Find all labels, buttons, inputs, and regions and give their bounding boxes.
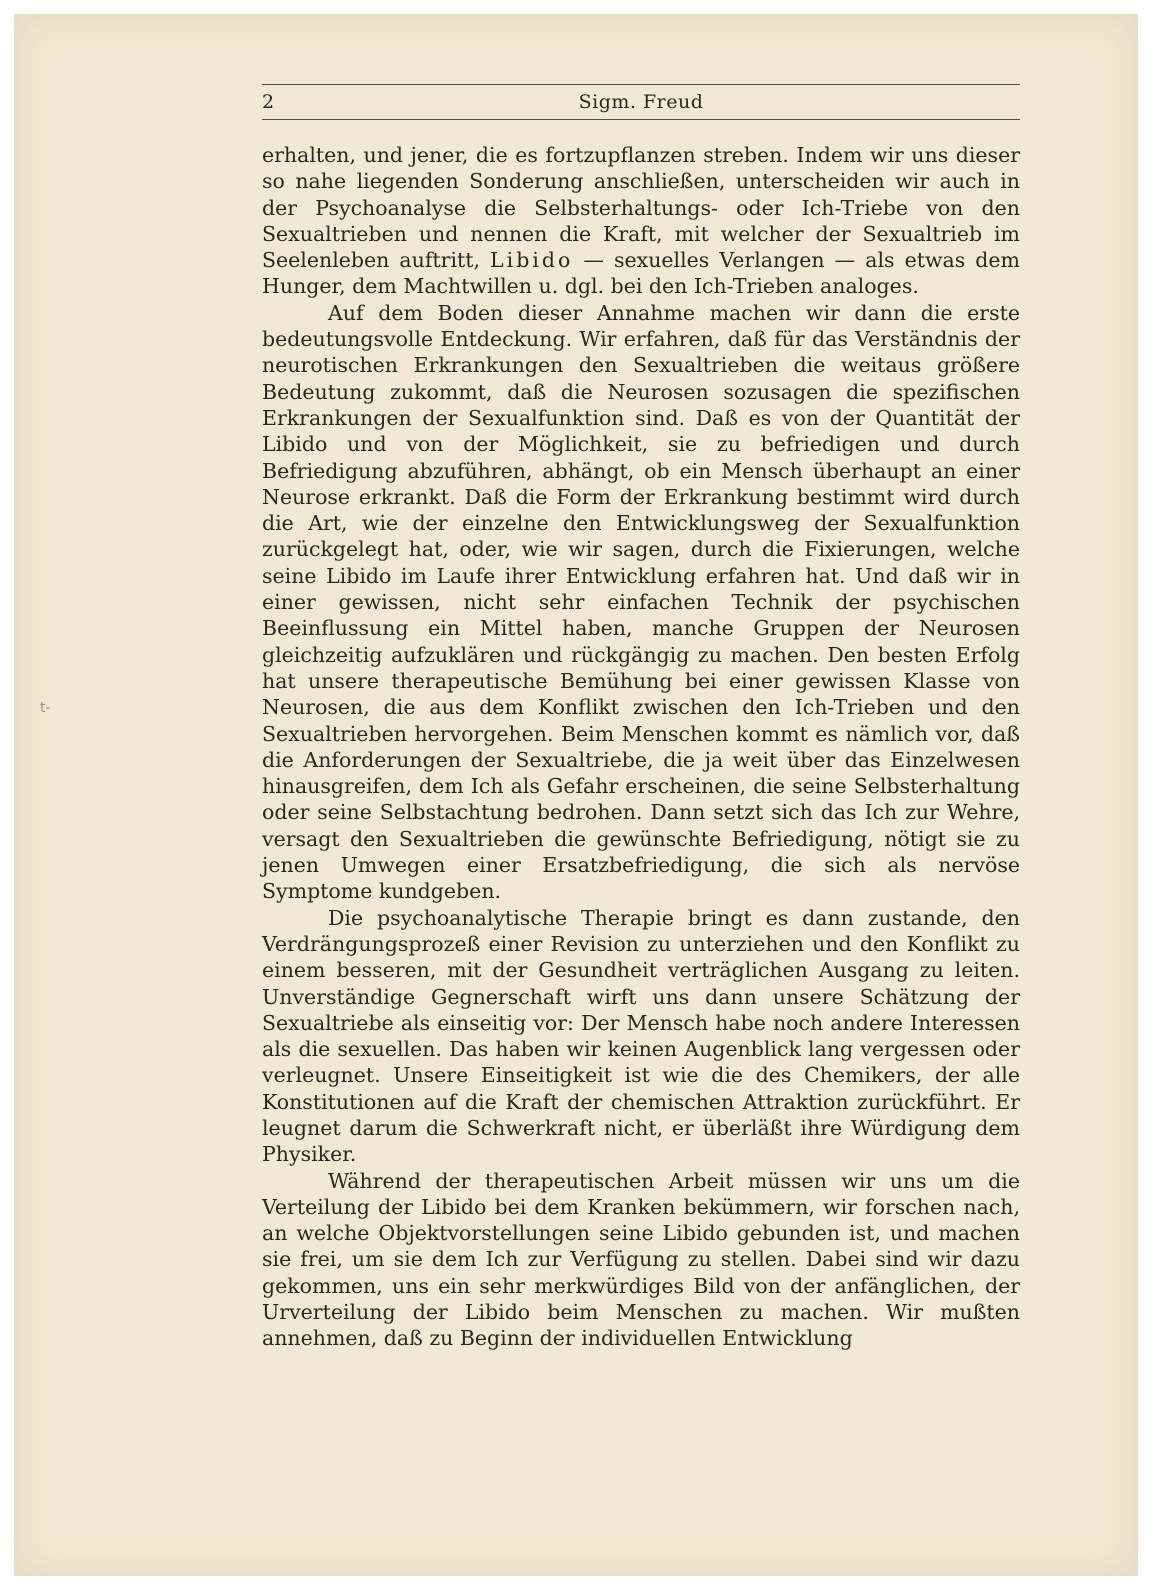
body-text (262, 142, 1020, 1352)
paragraph-1-text-end: — sexuelles Verlangen — als etwas dem Hunger, dem Machtwillen u. dgl. bei den Ich-Trieben analoges. (262, 248, 1020, 299)
header-bottom-rule (262, 119, 1020, 120)
paragraph-1-text: erhalten, und jener, die es fortzupflanzen streben. Indem wir uns dieser so nahe liegenden Sonderung anschließen, unterscheiden wir auch in der Psychoanalyse die Selbsterhaltungs- oder Ich-Triebe von den Sexualtrieben und nennen die Kraft, mit welcher der Sexualtrieb im Seelenleben auftritt, (262, 143, 1020, 273)
page-header (262, 85, 1020, 119)
emphasis-libido: Libido (490, 248, 574, 273)
margin-mark: t- (40, 700, 51, 716)
paragraph-2: Auf dem Boden dieser Annahme machen wir dann die erste bedeutungsvolle Entdeckung. Wir erfahren, daß für das Verständnis der neurotischen Erkrankungen den Sexualtrieben die weitaus größere Bedeutung zukommt, daß die Neurosen sozusagen die spezifischen Erkrankungen der Sexualfunktion sind. Daß es von der Quantität der Libido und von der Möglichkeit, sie zu befriedigen und durch Befriedigung abzuführen, abhängt, ob ein Mensch überhaupt an einer Neurose erkrankt. Daß die Form der Erkrankung bestimmt wird durch die Art, wie der einzelne den Entwicklungsweg der Sexualfunktion zurückgelegt hat, oder, wie wir sagen, durch die Fixierungen, welche seine Libido im Laufe ihrer Entwicklung erfahren hat. Und daß wir in einer gewissen, nicht sehr einfachen Technik der psychischen Beeinflussung ein Mittel haben, manche Gruppen der Neurosen gleichzeitig aufzuklären und rückgängig zu machen. Den besten Erfolg hat unsere therapeutische Bemühung bei einer gewissen Klasse von Neurosen, die aus dem Konflikt zwischen den Ich-Trieben und den Sexualtrieben hervorgehen. Beim Menschen kommt es nämlich vor, daß die Anforderungen der Sexualtriebe, die ja weit über das Einzelwesen hinausgreifen, dem Ich als Gefahr erscheinen, die seine Selbsterhaltung oder seine Selbstachtung bedrohen. Dann setzt sich das Ich zur Wehre, versagt den Sexualtrieben die gewünschte Befriedigung, nötigt sie zu jenen Umwegen einer Ersatzbefriedigung, die sich als nervöse Symptome kundgeben. (262, 300, 1020, 904)
running-title: Sigm. Freud (578, 91, 704, 113)
paragraph-1 (262, 142, 1020, 300)
book-page (262, 84, 1020, 1352)
paragraph-3: Die psychoanalytische Therapie bringt es dann zustande, den Verdrängungsprozeß einer Revision zu unterziehen und den Konflikt zu einem besseren, mit der Gesundheit verträglichen Ausgang zu leiten. Unverständige Gegnerschaft wirft uns dann unsere Schätzung der Sexualtriebe als einseitig vor: Der Mensch habe noch andere Interessen als die sexuellen. Das haben wir keinen Augenblick lang vergessen oder verleugnet. Unsere Einseitigkeit ist wie die des Chemikers, der alle Konstitutionen auf die Kraft der chemischen Attraktion zurückführt. Er leugnet darum die Schwerkraft nicht, er überläßt ihre Würdigung dem Physiker. (262, 905, 1020, 1167)
paragraph-4: Während der therapeutischen Arbeit müssen wir uns um die Verteilung der Libido bei dem Kranken bekümmern, wir forschen nach, an welche Objektvorstellungen seine Libido gebunden ist, und machen sie frei, um sie dem Ich zur Verfügung zu stellen. Dabei sind wir dazu gekommen, uns ein sehr merkwürdiges Bild von der anfänglichen, der Urverteilung der Libido beim Menschen zu machen. Wir mußten annehmen, daß zu Beginn der individuellen Entwicklung (262, 1168, 1020, 1351)
page-number: 2 (262, 91, 275, 113)
